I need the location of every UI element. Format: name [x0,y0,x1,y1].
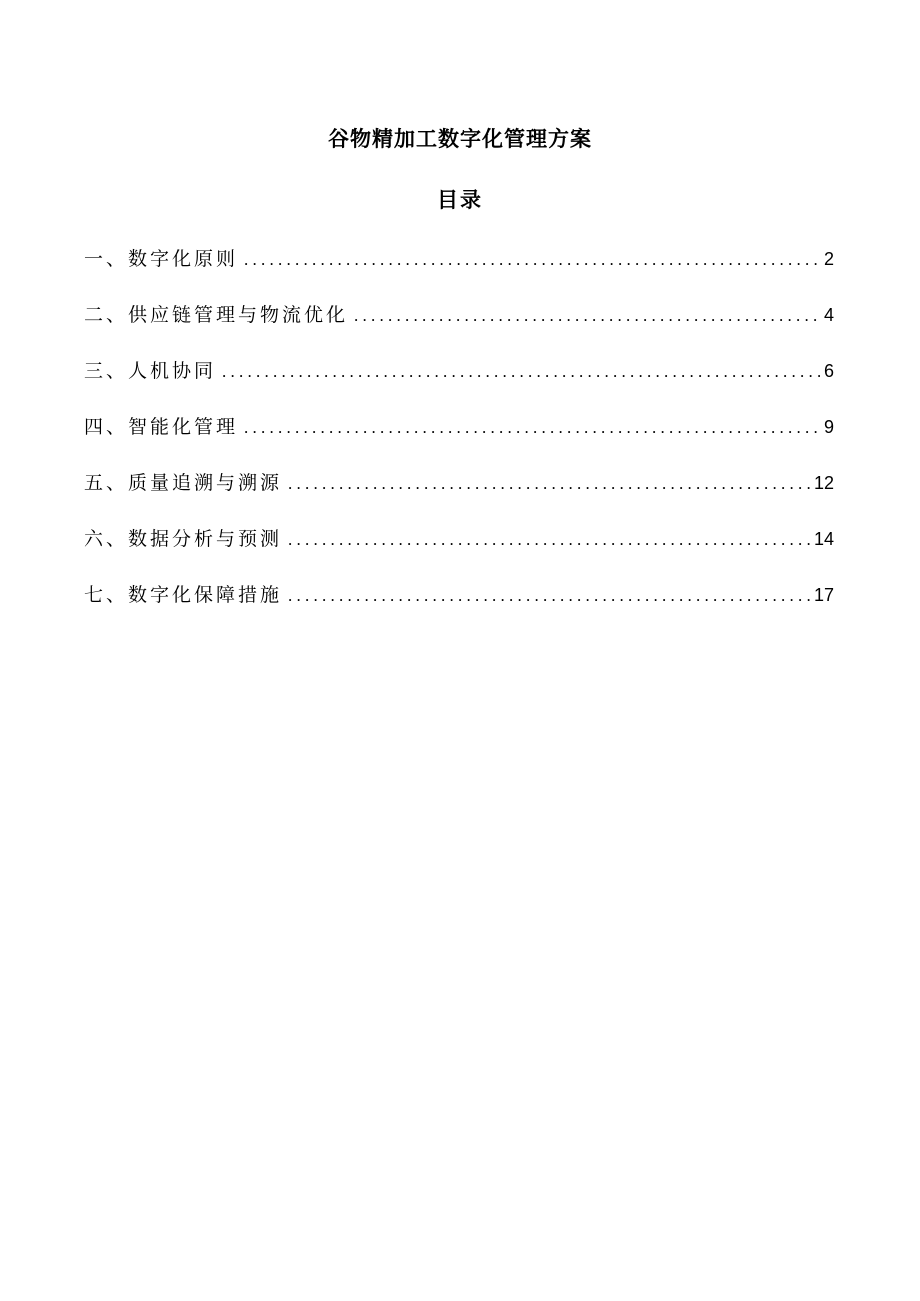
toc-entry-label: 四、智能化管理 [84,416,239,438]
toc-leader-dots [222,357,820,387]
toc-entry-4[interactable] [84,412,834,468]
toc-leader-dots [288,525,810,555]
toc-entry-page: 2 [823,249,834,269]
toc-entry-3[interactable] [84,356,834,412]
toc-entry-5[interactable] [84,468,834,524]
toc-entry-7[interactable] [84,580,834,636]
toc-entry-page: 4 [823,305,834,325]
toc-entry-page: 14 [813,529,834,549]
toc-entry-6[interactable] [84,524,834,580]
toc-leader-dots [354,301,820,331]
table-of-contents [84,244,834,636]
toc-entry-page: 12 [813,473,834,493]
toc-entry-1[interactable] [84,244,834,300]
toc-entry-2[interactable] [84,300,834,356]
toc-entry-label: 五、质量追溯与溯源 [84,472,283,494]
toc-entry-page: 17 [813,585,834,605]
toc-entry-label: 二、供应链管理与物流优化 [84,304,349,326]
toc-entry-label: 三、人机协同 [84,360,217,382]
toc-entry-label: 七、数字化保障措施 [84,584,283,606]
document-title: 谷物精加工数字化管理方案 [328,127,592,151]
toc-entry-page: 9 [823,417,834,437]
toc-leader-dots [288,469,810,499]
toc-leader-dots [244,413,820,443]
toc-entry-label: 一、数字化原则 [84,248,239,270]
toc-entry-page: 6 [823,361,834,381]
toc-heading: 目录 [437,188,483,212]
toc-leader-dots [288,581,810,611]
toc-entry-label: 六、数据分析与预测 [84,528,283,550]
toc-leader-dots [244,245,820,275]
